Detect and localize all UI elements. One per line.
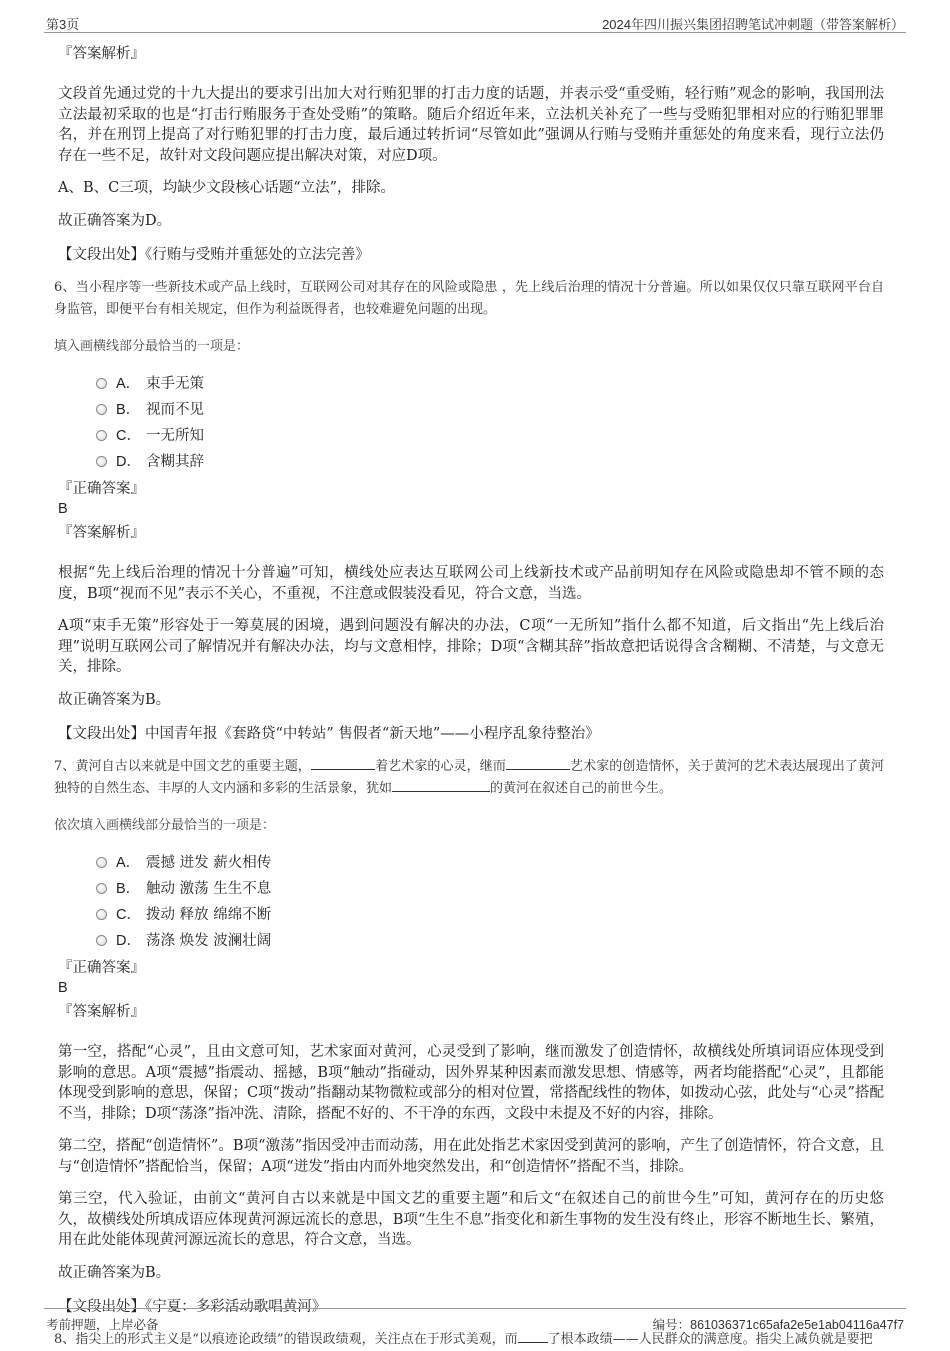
source-citation: 【文段出处】《行贿与受贿并重惩处的立法完善》: [58, 247, 370, 263]
option-list: [96, 850, 884, 954]
analysis-label: 『答案解析』: [58, 1004, 145, 1020]
fill-blank: [392, 778, 490, 792]
option-d[interactable]: D． 荡涤 焕发 波澜壮阔: [96, 928, 884, 954]
analysis-paragraph: 故正确答案为B。: [58, 691, 171, 708]
correct-answer: B: [58, 501, 68, 517]
analysis-paragraph: 文段首先通过党的十九大提出的要求引出加大对行贿犯罪的打击力度的话题，并表示受“重受贿，轻行贿”观念的影响，我国刑法立法最初采取的也是“打击行贿服务于查处受贿”的策略。随后介绍近年来，立法机关补充了一些与受贿犯罪相对应的行贿犯罪罪名，并在刑罚上提高了对行贿犯罪的打击力度，最后通过转折词“尽管如此”强调从行贿与受贿并重惩处的角度来看，现行立法仍存在一些不足，故针对文段问题应提出解决对策，对应D项。: [58, 86, 884, 164]
question-7: [54, 756, 884, 1317]
question-text: 7、黄河自古以来就是中国文艺的重要主题， 着艺术家的心灵，继而 艺术家的创造情怀，关于黄河的艺术表达展现出了黄河独特的自然生态、丰厚的人文内涵和多彩的生活景象，犹如 的黄河在叙述自己的前世今生。: [54, 756, 884, 800]
analysis-label: 『答案解析』: [58, 46, 145, 62]
option-d[interactable]: D． 含糊其辞: [96, 449, 884, 475]
option-a[interactable]: A． 震撼 迸发 薪火相传: [96, 850, 884, 876]
option-a[interactable]: A． 束手无策: [96, 371, 884, 397]
correct-answer: B: [58, 980, 68, 996]
page-number: 第3页: [46, 17, 80, 32]
radio-icon[interactable]: [96, 456, 107, 467]
question-6: [54, 277, 884, 744]
source-citation: 【文段出处】中国青年报《套路贷“中转站” 售假者“新天地”——小程序乱象待整治》: [58, 726, 600, 742]
analysis-paragraph: 故正确答案为B。: [58, 1264, 171, 1281]
option-list: [96, 371, 884, 475]
option-c[interactable]: C． 拨动 释放 绵绵不断: [96, 902, 884, 928]
analysis-paragraph: 第一空，搭配“心灵”，且由文意可知，艺术家面对黄河，心灵受到了影响，继而激发了创造情怀，故横线处所填词语应体现受到影响的意思。A项“震撼”指震动、摇撼，B项“触动”指碰动，因外界某种因素而激发思想、情感等，两者均能搭配“心灵”，且都能体现受到影响的意思，保留；C项“拨动”指翻动某物微粒或部分的相对位置，常搭配线性的物体，如拨动心弦，此处与“心灵”搭配不当，排除；D项“荡涤”指冲洗、清除，搭配不好的、不干净的东西，文段中未提及不好的内容，排除。: [58, 1044, 884, 1122]
fill-blank: [506, 756, 570, 770]
option-b[interactable]: B． 视而不见: [96, 397, 884, 423]
analysis-paragraph: A项“束手无策”形容处于一筹莫展的困境，遇到问题没有解决的办法，C项“一无所知”指什么都不知道，后文指出“先上线后治理”说明互联网公司了解情况并有解决办法，均与文意相悖，排除；D项“含糊其辞”指故意把话说得含含糊糊、不清楚，与文意无关，排除。: [58, 618, 884, 675]
source-citation: 【文段出处】《宁夏：多彩活动歌唱黄河》: [58, 1299, 327, 1315]
radio-icon[interactable]: [96, 935, 107, 946]
analysis-paragraph: A、B、C三项，均缺少文段核心话题“立法”，排除。: [58, 180, 396, 196]
question-prompt: 填入画横线部分最恰当的一项是：: [54, 339, 250, 354]
document-title: 2024年四川振兴集团招聘笔试冲刺题（带答案解析）: [602, 17, 904, 32]
option-c[interactable]: C． 一无所知: [96, 423, 884, 449]
radio-icon[interactable]: [96, 378, 107, 389]
question-5-continued: [58, 44, 884, 265]
answer-label: 『正确答案』: [58, 481, 145, 497]
radio-icon[interactable]: [96, 909, 107, 920]
radio-icon[interactable]: [96, 430, 107, 441]
page-header: [44, 12, 906, 33]
fill-blank: [311, 756, 375, 770]
question-text: 6、当小程序等一些新技术或产品上线时，互联网公司对其存在的风险或隐患 ，先上线后治理的情况十分普遍。所以如果仅仅只靠互联网平台自身监管，即便平台有相关规定，但作为利益既得者，也较难避免问题的出现。: [54, 280, 884, 317]
analysis-label: 『答案解析』: [58, 525, 145, 541]
question-text: 8、指尖上的形式主义是“以痕迹论政绩”的错误政绩观，关注点在于形式美观，而 了根本政绩——人民群众的满意度。指尖上减负就是要把: [54, 1329, 884, 1351]
footer-slogan: 考前押题，上岸必备: [46, 1318, 159, 1332]
analysis-paragraph: 第三空，代入验证，由前文“黄河自古以来就是中国文艺的重要主题”和后文“在叙述自己的前世今生”可知，黄河存在的历史悠久，故横线处所填成语应体现黄河源远流长的意思，B项“生生不息”指变化和新生事物的发生没有终止，形容不断地生长、繁殖，用在此处能体现黄河源远流长的意思，符合文意，当选。: [58, 1191, 884, 1248]
analysis-paragraph: 第二空，搭配“创造情怀”。B项“激荡”指因受冲击而动荡，用在此处指艺术家因受到黄河的影响，产生了创造情怀，符合文意，且与“创造情怀”搭配恰当，保留；A项“迸发”指由内而外地突然发出，和“创造情怀”搭配不当，排除。: [58, 1138, 884, 1175]
option-b[interactable]: B． 触动 激荡 生生不息: [96, 876, 884, 902]
radio-icon[interactable]: [96, 883, 107, 894]
answer-label: 『正确答案』: [58, 960, 145, 976]
page-content: [54, 40, 884, 1351]
question-prompt: 依次填入画横线部分最恰当的一项是：: [54, 818, 276, 833]
page-footer: [44, 1308, 906, 1333]
radio-icon[interactable]: [96, 857, 107, 868]
analysis-paragraph: 根据“先上线后治理的情况十分普遍”可知，横线处应表达互联网公司上线新技术或产品前明知存在风险或隐患却不管不顾的态度，B项“视而不见”表示不关心，不重视，不注意或假装没看见，符合文意，当选。: [58, 565, 884, 602]
document-serial: 编号：861036371c65afa2e5e1ab04116a47f7: [652, 1318, 904, 1332]
analysis-paragraph: 故正确答案为D。: [58, 212, 172, 229]
radio-icon[interactable]: [96, 404, 107, 415]
